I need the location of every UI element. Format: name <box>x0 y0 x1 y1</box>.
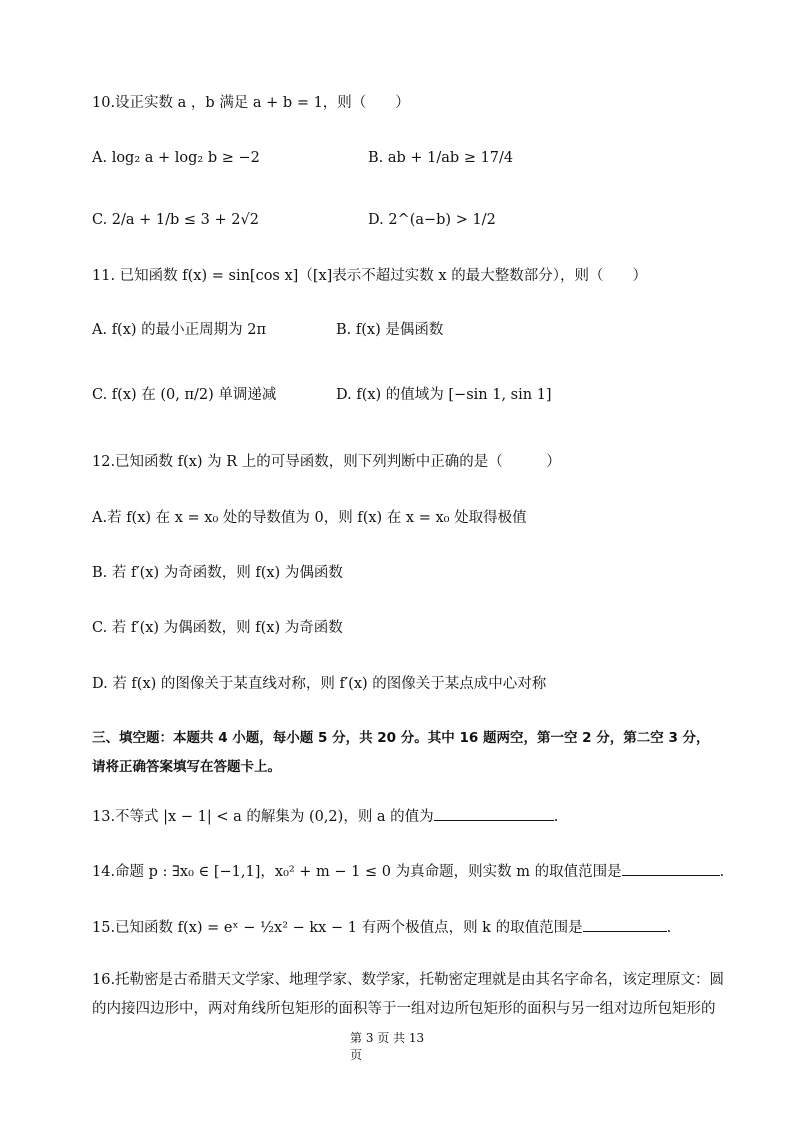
q11-option-d: D. f(x) 的值域为 [−sin 1, sin 1] <box>336 387 552 403</box>
q14: 14.命题 p : ∃x₀ ∈ [−1,1]，x₀² + m − 1 ≤ 0 为真命题，则实数 m 的取值范围是 . <box>92 861 724 882</box>
page-footer-line2: 页 <box>350 1048 363 1062</box>
q16-line2: 的内接四边形中，两对角线所包矩形的面积等于一组对边所包矩形的面积与另一组对边所包矩形的 <box>92 1001 716 1017</box>
q15-text: 15.已知函数 f(x) = eˣ − ½x² − kx − 1 有两个极值点，则 k 的取值范围是 <box>92 920 583 936</box>
page-footer-line1: 第 3 页 共 13 <box>350 1031 425 1045</box>
q14-text: 14.命题 p : ∃x₀ ∈ [−1,1]，x₀² + m − 1 ≤ 0 为真命题，则实数 m 的取值范围是 <box>92 864 622 880</box>
q10-stem: 10.设正实数 a ，b 满足 a + b = 1，则（ ） <box>92 95 410 111</box>
q13-answer-blank <box>434 806 554 821</box>
section3-heading: 三、填空题：本题共 4 小题，每小题 5 分，共 20 分。其中 16 题两空，第一空 2 分，第二空 3 分， <box>92 730 710 746</box>
q10-option-b: B. ab + 1/ab ≥ 17/4 <box>368 150 514 166</box>
q10-option-d: D. 2^(a−b) > 1/2 <box>368 212 496 228</box>
q12-option-c: C. 若 f′(x) 为偶函数，则 f(x) 为奇函数 <box>92 620 343 636</box>
q11-option-b: B. f(x) 是偶函数 <box>336 322 444 338</box>
q13: 13.不等式 |x − 1| < a 的解集为 (0,2)，则 a 的值为 . <box>92 806 558 827</box>
q12-option-d: D. 若 f(x) 的图像关于某直线对称，则 f′(x) 的图像关于某点成中心对称 <box>92 676 547 692</box>
q11-stem: 11. 已知函数 f(x) = sin[cos x]（[x]表示不超过实数 x 的最大整数部分），则（ ） <box>92 268 647 284</box>
q12-stem: 12.已知函数 f(x) 为 R 上的可导函数，则下列判断中正确的是（ ） <box>92 454 561 470</box>
q15-answer-blank <box>583 917 667 932</box>
q15: 15.已知函数 f(x) = eˣ − ½x² − kx − 1 有两个极值点，则 k 的取值范围是 . <box>92 917 671 938</box>
q12-option-b: B. 若 f′(x) 为奇函数，则 f(x) 为偶函数 <box>92 565 343 581</box>
q10-option-c: C. 2/a + 1/b ≤ 3 + 2√2 <box>92 212 259 228</box>
q12-option-a: A.若 f(x) 在 x = x₀ 处的导数值为 0，则 f(x) 在 x = x₀ 处取得极值 <box>92 510 527 526</box>
q11-option-c: C. f(x) 在 (0, π/2) 单调递减 <box>92 387 277 403</box>
section3-instruction: 请将正确答案填写在答题卡上。 <box>92 759 281 775</box>
q16-line1: 16.托勒密是古希腊天文学家、地理学家、数学家，托勒密定理就是由其名字命名，该定理原文：圆 <box>92 972 725 988</box>
q10-option-a: A. log₂ a + log₂ b ≥ −2 <box>92 150 260 166</box>
q13-text: 13.不等式 |x − 1| < a 的解集为 (0,2)，则 a 的值为 <box>92 809 434 825</box>
q11-option-a: A. f(x) 的最小正周期为 2π <box>92 322 267 338</box>
q14-answer-blank <box>622 861 720 876</box>
